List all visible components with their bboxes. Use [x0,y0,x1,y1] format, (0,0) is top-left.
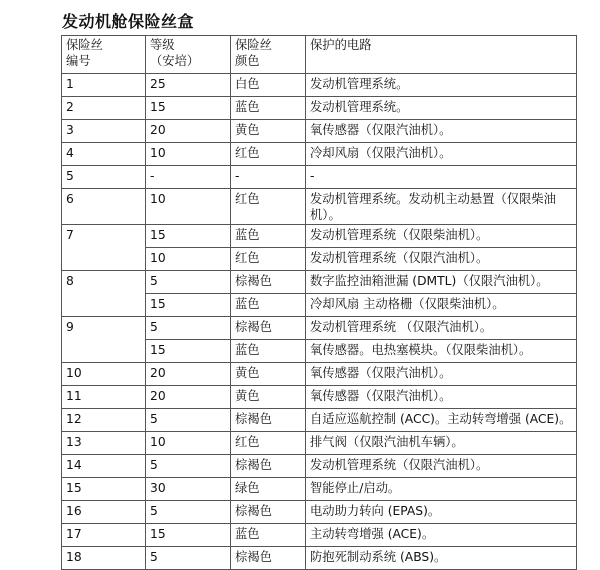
rating-cell: 5 [146,317,231,340]
rating-cell: 15 [146,340,231,363]
rating-cell: 25 [146,74,231,97]
circuit-cell: 自适应巡航控制 (ACC)。主动转弯增强 (ACE)。 [306,409,577,432]
rating-cell: 5 [146,547,231,570]
color-cell: 红色 [231,248,306,271]
rating-cell: 15 [146,524,231,547]
header-fuse-number-line: 保险丝 [66,38,103,52]
circuit-cell: 主动转弯增强 (ACE)。 [306,524,577,547]
color-cell: 蓝色 [231,294,306,317]
table-row [62,386,577,409]
header-fuse-number [62,36,146,74]
color-cell: 棕褐色 [231,547,306,570]
color-cell: 红色 [231,432,306,455]
circuit-cell: 氧传感器。电热塞模块。（仅限柴油机）。 [306,340,577,363]
color-cell: 棕褐色 [231,409,306,432]
table-row [62,363,577,386]
fuse-number-cell: 17 [62,524,146,547]
fuse-number-cell [62,294,146,317]
color-cell: 绿色 [231,478,306,501]
table-row [62,225,577,248]
circuit-cell: 冷却风扇（仅限汽油机）。 [306,143,577,166]
circuit-cell: 数字监控油箱泄漏 (DMTL)（仅限汽油机）。 [306,271,577,294]
circuit-cell: 排气阀（仅限汽油机车辆）。 [306,432,577,455]
fuse-number-cell: 18 [62,547,146,570]
table-row [62,478,577,501]
table-row [62,340,577,363]
table-row [62,74,577,97]
fuse-number-cell: 4 [62,143,146,166]
circuit-cell: 发动机管理系统 （仅限汽油机）。 [306,317,577,340]
header-protected-circuit [306,36,577,74]
table-header-row [62,36,577,74]
color-cell: 红色 [231,143,306,166]
circuit-cell: 发动机管理系统。 [306,74,577,97]
circuit-cell: 发动机管理系统（仅限汽油机）。 [306,248,577,271]
fuse-number-cell: 12 [62,409,146,432]
color-cell: 棕褐色 [231,455,306,478]
rating-cell: 20 [146,363,231,386]
circuit-cell: 智能停止/启动。 [306,478,577,501]
color-cell: 棕褐色 [231,317,306,340]
rating-cell: 20 [146,120,231,143]
circuit-cell: 发动机管理系统（仅限柴油机）。 [306,225,577,248]
color-cell: 白色 [231,74,306,97]
table-row [62,524,577,547]
circuit-cell: 氧传感器（仅限汽油机）。 [306,386,577,409]
fuse-number-cell [62,248,146,271]
rating-cell: 5 [146,455,231,478]
table-row [62,455,577,478]
rating-cell: 5 [146,501,231,524]
rating-cell: 30 [146,478,231,501]
fuse-number-cell: 14 [62,455,146,478]
rating-cell: - [146,166,231,189]
circuit-cell: 发动机管理系统（仅限汽油机）。 [306,455,577,478]
rating-cell: 5 [146,409,231,432]
circuit-cell: 电动助力转向 (EPAS)。 [306,501,577,524]
fuse-number-cell: 1 [62,74,146,97]
color-cell: 黄色 [231,363,306,386]
rating-cell: 10 [146,248,231,271]
table-row [62,432,577,455]
header-rating-line: 等级 [150,38,175,52]
header-fuse-color [231,36,306,74]
color-cell: 蓝色 [231,97,306,120]
table-row [62,166,577,189]
rating-cell: 15 [146,97,231,120]
circuit-cell: 氧传感器（仅限汽油机）。 [306,363,577,386]
fuse-number-cell: 3 [62,120,146,143]
fuse-number-cell: 11 [62,386,146,409]
color-cell: - [231,166,306,189]
circuit-cell: 发动机管理系统。发动机主动悬置（仅限柴油机）。 [306,189,577,225]
table-row [62,248,577,271]
fuse-number-cell: 5 [62,166,146,189]
table-row [62,317,577,340]
fuse-table [61,35,577,570]
table-row [62,120,577,143]
rating-cell: 10 [146,189,231,225]
rating-cell: 10 [146,432,231,455]
rating-cell: 20 [146,386,231,409]
color-cell: 蓝色 [231,225,306,248]
header-rating [146,36,231,74]
fuse-number-cell: 10 [62,363,146,386]
table-row [62,97,577,120]
table-row [62,547,577,570]
header-rating-line: （安培） [150,53,200,68]
circuit-cell: 发动机管理系统。 [306,97,577,120]
table-row [62,501,577,524]
fuse-number-cell: 6 [62,189,146,225]
color-cell: 棕褐色 [231,501,306,524]
color-cell: 黄色 [231,120,306,143]
table-row [62,409,577,432]
circuit-cell: - [306,166,577,189]
fuse-number-cell: 8 [62,271,146,294]
rating-cell: 5 [146,271,231,294]
color-cell: 黄色 [231,386,306,409]
circuit-cell: 冷却风扇 主动格栅（仅限柴油机）。 [306,294,577,317]
fuse-number-cell [62,340,146,363]
rating-cell: 15 [146,294,231,317]
color-cell: 棕褐色 [231,271,306,294]
color-cell: 蓝色 [231,524,306,547]
color-cell: 红色 [231,189,306,225]
fuse-number-cell: 2 [62,97,146,120]
header-fuse-color-line: 保险丝 [235,38,272,52]
header-fuse-color-line: 颜色 [235,53,260,68]
rating-cell: 15 [146,225,231,248]
fuse-number-cell: 7 [62,225,146,248]
fuse-number-cell: 16 [62,501,146,524]
header-fuse-number-line: 编号 [66,53,91,68]
fuse-number-cell: 15 [62,478,146,501]
table-row [62,189,577,225]
table-row [62,294,577,317]
fuse-number-cell: 13 [62,432,146,455]
circuit-cell: 氧传感器（仅限汽油机）。 [306,120,577,143]
header-protected-circuit-line: 保护的电路 [310,38,372,52]
fuse-number-cell: 9 [62,317,146,340]
table-row [62,143,577,166]
page-title: 发动机舱保险丝盒 [62,12,195,31]
circuit-cell: 防抱死制动系统 (ABS)。 [306,547,577,570]
color-cell: 蓝色 [231,340,306,363]
table-row [62,271,577,294]
rating-cell: 10 [146,143,231,166]
